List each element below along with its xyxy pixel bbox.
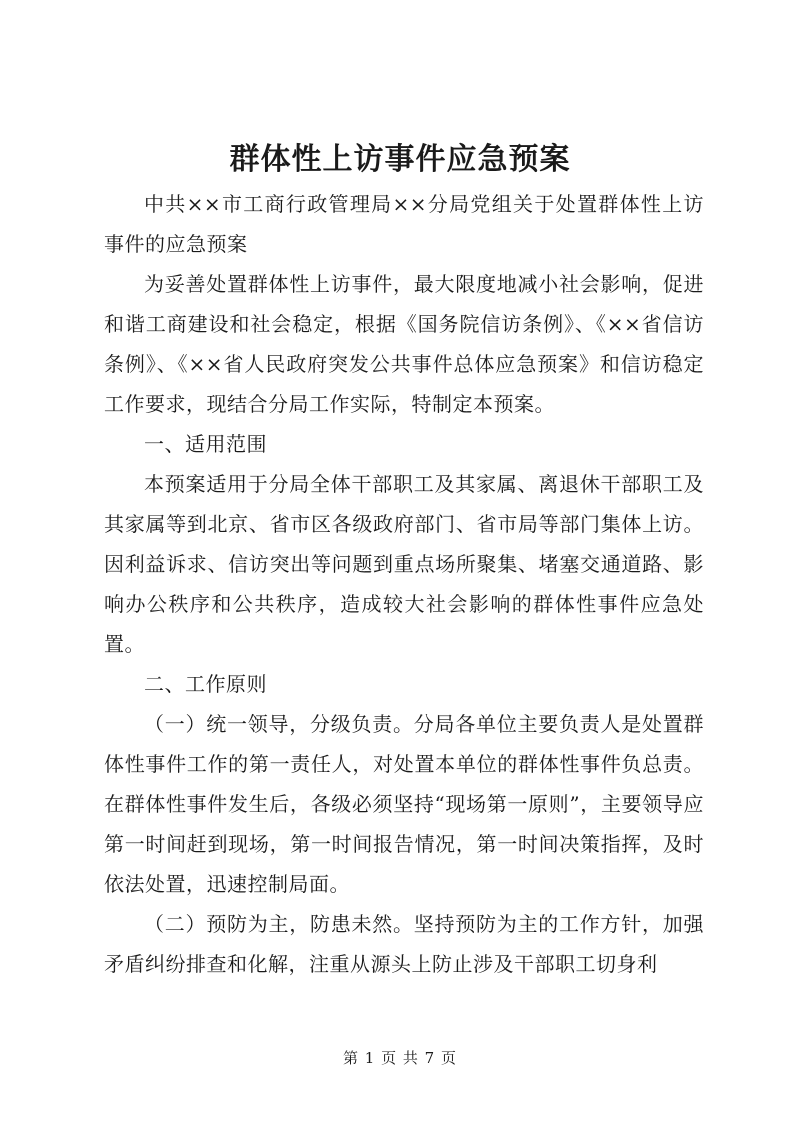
section-heading-principles: 二、工作原则 xyxy=(144,672,267,696)
document-body xyxy=(104,184,704,984)
document-subtitle: 中共××市工商行政管理局××分局党组关于处置群体性上访事件的应急预案 xyxy=(104,192,704,256)
principle-paragraph-1: （一）统一领导，分级负责。分局各单位主要负责人是处置群体性事件工作的第一责任人，对处置本单位的群体性事件负总责。在群体性事件发生后，各级必须坚持“现场第一原则”，主要领导应第一时间赶到现场，第一时间报告情况，第一时间决策指挥，及时依法处置，迅速控制局面。 xyxy=(104,712,704,896)
scope-paragraph: 本预案适用于分局全体干部职工及其家属、离退休干部职工及其家属等到北京、省市区各级政府部门、省市局等部门集体上访。因利益诉求、信访突出等问题到重点场所聚集、堵塞交通道路、影响办公秩序和公共秩序，造成较大社会影响的群体性事件应急处置。 xyxy=(104,472,704,656)
principle-paragraph-2: （二）预防为主，防患未然。坚持预防为主的工作方针，加强矛盾纠纷排查和化解，注重从源头上防止涉及干部职工切身利 xyxy=(104,912,704,976)
intro-paragraph: 为妥善处置群体性上访事件，最大限度地减小社会影响，促进和谐工商建设和社会稳定，根据《国务院信访条例》、《××省信访条例》、《××省人民政府突发公共事件总体应急预案》和信访稳定工作要求，现结合分局工作实际，特制定本预案。 xyxy=(104,272,704,416)
page-footer: 第 1 页 共 7 页 xyxy=(343,1049,457,1067)
section-heading-scope: 一、适用范围 xyxy=(144,432,267,456)
document-title: 群体性上访事件应急预案 xyxy=(229,142,571,177)
